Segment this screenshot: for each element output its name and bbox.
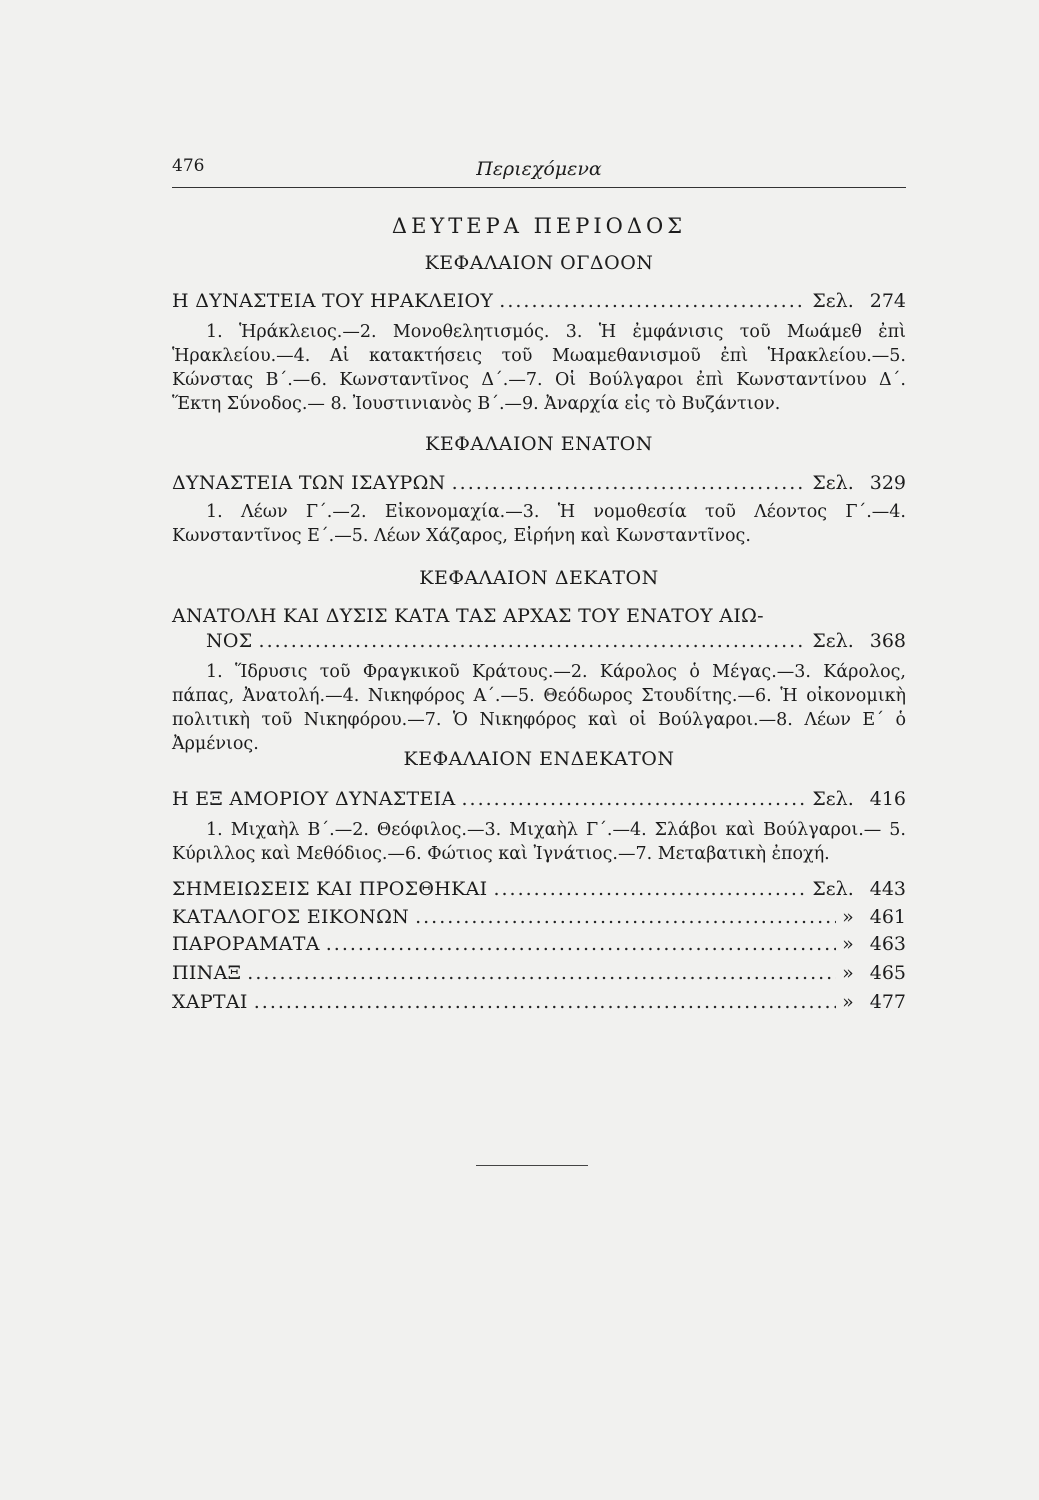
page-label: Σελ. [812,878,854,900]
entry-title: ΚΑΤΑΛΟΓΟΣ ΕΙΚΟΝΩΝ [172,906,410,928]
chapter-summary: 1. Μιχαὴλ Β΄.—2. Θεόφιλος.—3. Μιχαὴλ Γ΄.—4. Σλάβοι καὶ Βούλγαροι.— 5. Κύριλλος καὶ Μεθόδιος.—6. Φώτιος καὶ Ἰγνάτιος.—7. Μεταβατικὴ ἐποχή. [172,820,906,864]
entry-title: ΧΑΡΤΑΙ [172,991,248,1013]
page-ref: 368 [869,630,906,652]
toc-entry[interactable] [172,290,906,312]
chapter-heading: ΚΕΦΑΛΑΙΟΝ ΕΝΑΤΟΝ [425,433,653,455]
end-rule [476,1165,588,1166]
leader-dots [415,906,836,928]
period-title: ΔΕΥΤΕΡΑ ΠΕΡΙΟΔΟΣ [391,214,687,238]
toc-entry[interactable] [172,472,906,494]
entry-title: ΣΗΜΕΙΩΣΕΙΣ ΚΑΙ ΠΡΟΣΘΗΚΑΙ [172,878,488,900]
leader-dots [259,630,807,652]
toc-entry[interactable] [172,906,906,928]
leader-dots [493,878,806,900]
page-ref: 329 [869,472,906,494]
leader-dots [452,472,807,494]
entry-title: ΠΑΡΟΡΑΜΑΤΑ [172,933,320,955]
leader-dots [462,788,807,810]
entry-title-line1[interactable]: ΑΝΑΤΟΛΗ ΚΑΙ ΔΥΣΙΣ ΚΑΤΑ ΤΑΣ ΑΡΧΑΣ ΤΟΥ ΕΝΑΤΟΥ ΑΙΩ- [172,605,764,627]
page-ref: 477 [869,991,906,1013]
header-rule [172,187,906,188]
page-label: » [842,991,854,1013]
page-header [172,156,906,188]
page-ref: 416 [869,788,906,810]
page-label: Σελ. [812,788,854,810]
entry-title-line2: ΝΟΣ [206,630,253,652]
toc-entry[interactable] [172,962,906,984]
toc-entry[interactable] [172,991,906,1013]
chapter-summary: 1. Ἡράκλειος.—2. Μονοθελητισμός. 3. Ἡ ἐμφάνισις τοῦ Μωάμεθ ἐπὶ Ἡρακλείου.—4. Αἱ κατακτήσεις τοῦ Μωαμεθανισμοῦ ἐπὶ Ἡρακλείου.—5. Κώνστας Β΄.—6. Κωνσταντῖνος Δ΄.—7. Οἱ Βούλγαροι ἐπὶ Κωνσταντίνου Δ΄. Ἕκτη Σύνοδος.— 8. Ἰουστινιανὸς Β΄.—9. Ἀναρχία εἰς τὸ Βυζάντιον. [172,322,906,414]
page-label: Σελ. [812,290,854,312]
page-ref: 465 [869,962,906,984]
entry-title: ΠΙΝΑΞ [172,962,242,984]
page-ref: 463 [869,933,906,955]
entry-title: ΔΥΝΑΣΤΕΙΑ ΤΩΝ ΙΣΑΥΡΩΝ [172,472,446,494]
page-ref: 461 [869,906,906,928]
toc-entry[interactable] [172,630,906,652]
toc-entry[interactable] [172,878,906,900]
toc-entry[interactable] [172,933,906,955]
entry-title: Η ΕΞ ΑΜΟΡΙΟΥ ΔΥΝΑΣΤΕΙΑ [172,788,456,810]
page-ref: 274 [869,290,906,312]
leader-dots [326,933,836,955]
chapter-heading: ΚΕΦΑΛΑΙΟΝ ΔΕΚΑΤΟΝ [419,567,659,589]
entry-title: Η ΔΥΝΑΣΤΕΙΑ ΤΟΥ ΗΡΑΚΛΕΙΟΥ [172,290,494,312]
chapter-summary: 1. Ἵδρυσις τοῦ Φραγκικοῦ Κράτους.—2. Κάρολος ὁ Μέγας.—3. Κάρολος, πάπας, Ἀνατολή.—4. Νικηφόρος Α΄.—5. Θεόδωρος Στουδίτης.—6. Ἡ οἰκονομικὴ πολιτικὴ τοῦ Νικηφόρου.—7. Ὁ Νικηφόρος καὶ οἱ Βούλγαροι.—8. Λέων Ε΄ ὁ Ἀρμένιος. [172,662,906,754]
page-label: Σελ. [812,630,854,652]
chapter-heading: ΚΕΦΑΛΑΙΟΝ ΕΝΔΕΚΑΤΟΝ [403,748,675,770]
page-number: 476 [172,156,205,176]
chapter-summary: 1. Λέων Γ΄.—2. Εἰκονομαχία.—3. Ἡ νομοθεσία τοῦ Λέοντος Γ΄.—4. Κωνσταντῖνος Ε΄.—5. Λέων Χάζαρος, Εἰρήνη καὶ Κωνσταντῖνος. [172,502,906,546]
chapter-heading: ΚΕΦΑΛΑΙΟΝ ΟΓΔΟΟΝ [424,252,654,274]
leader-dots [254,991,836,1013]
leader-dots [247,962,836,984]
toc-entry[interactable] [172,788,906,810]
leader-dots [499,290,806,312]
page-label: Σελ. [812,472,854,494]
page-label: » [842,906,854,928]
page-ref: 443 [869,878,906,900]
page-label: » [842,962,854,984]
page-label: » [842,933,854,955]
running-title: Περιεχόμενα [476,158,602,180]
